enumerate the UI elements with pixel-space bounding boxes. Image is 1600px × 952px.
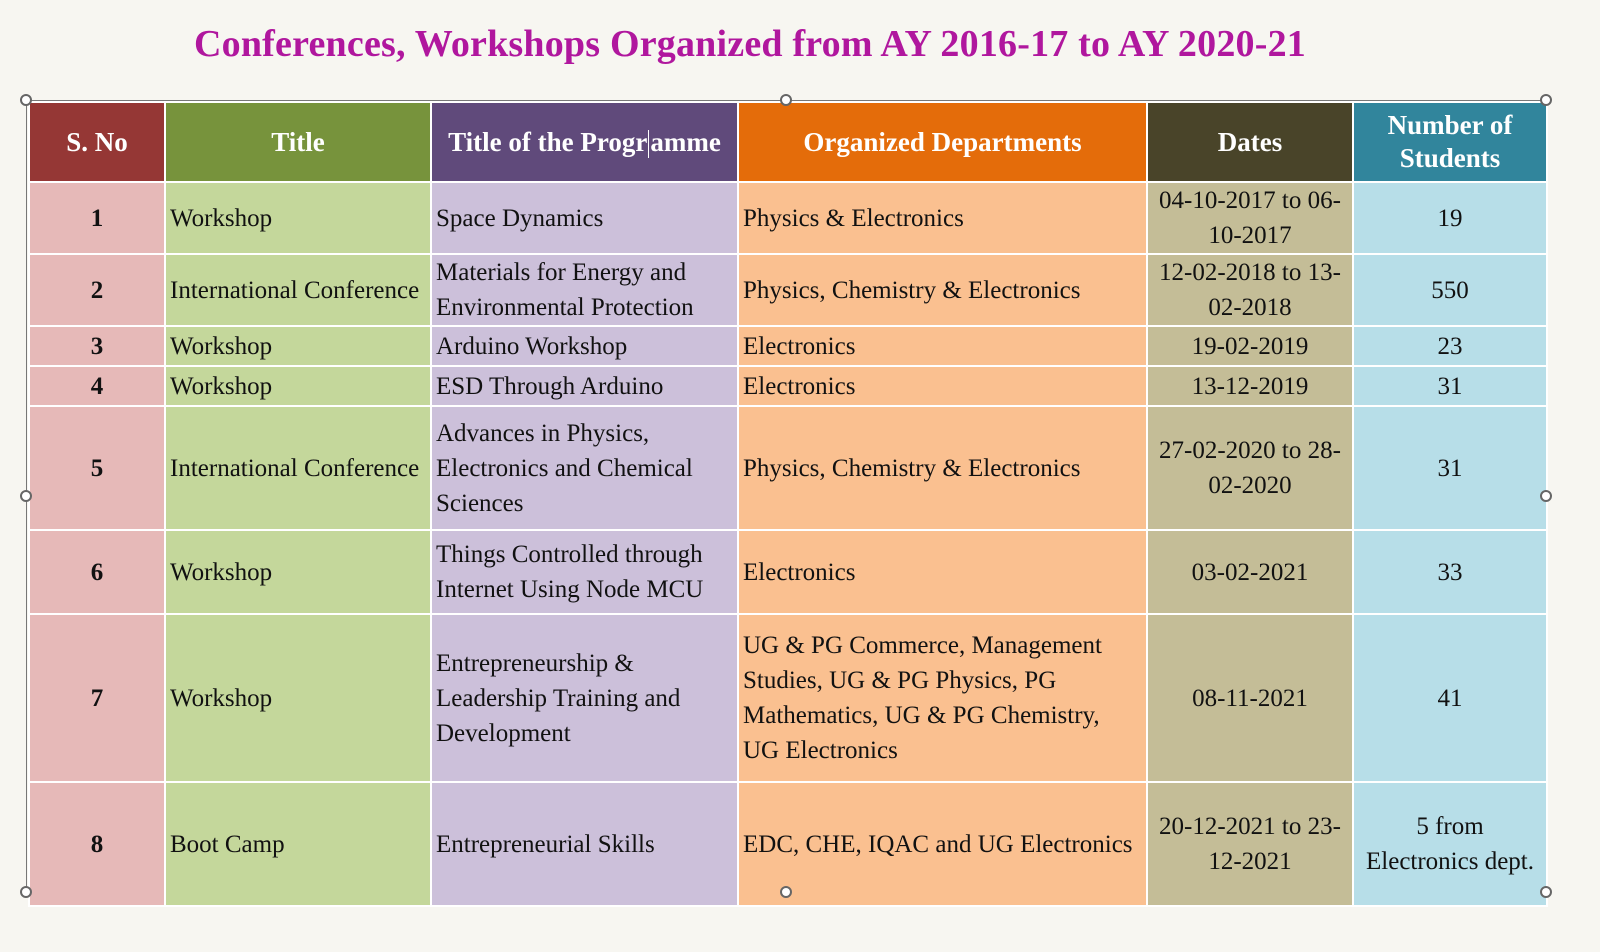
- resize-handle-top[interactable]: [780, 94, 792, 106]
- cell-dates[interactable]: 13-12-2019: [1147, 366, 1353, 406]
- cell-sno[interactable]: 7: [29, 614, 165, 782]
- cell-departments[interactable]: Physics, Chemistry & Electronics: [738, 254, 1147, 326]
- cell-programme[interactable]: Arduino Workshop: [431, 326, 738, 366]
- cell-students[interactable]: 41: [1353, 614, 1547, 782]
- cell-title[interactable]: Workshop: [165, 614, 431, 782]
- cell-programme[interactable]: Things Controlled through Internet Using Node MCU: [431, 530, 738, 614]
- cell-students[interactable]: 23: [1353, 326, 1547, 366]
- cell-departments[interactable]: Physics & Electronics: [738, 182, 1147, 254]
- cell-sno[interactable]: 6: [29, 530, 165, 614]
- cell-title[interactable]: Workshop: [165, 366, 431, 406]
- resize-handle-bottom-left[interactable]: [20, 886, 32, 898]
- table-row: [29, 530, 1547, 614]
- cell-departments[interactable]: UG & PG Commerce, Management Studies, UG & PG Physics, PG Mathematics, UG & PG Chemistry, UG Electronics: [738, 614, 1147, 782]
- cell-sno[interactable]: 4: [29, 366, 165, 406]
- cell-students[interactable]: 31: [1353, 406, 1547, 530]
- table-row: [29, 254, 1547, 326]
- cell-title[interactable]: Workshop: [165, 182, 431, 254]
- resize-handle-right[interactable]: [1540, 490, 1552, 502]
- cell-dates[interactable]: 19-02-2019: [1147, 326, 1353, 366]
- cell-sno[interactable]: 5: [29, 406, 165, 530]
- table-row: [29, 366, 1547, 406]
- header-dates[interactable]: Dates: [1147, 102, 1353, 182]
- table-row: [29, 182, 1547, 254]
- header-students[interactable]: Number of Students: [1353, 102, 1547, 182]
- resize-handle-bottom-right[interactable]: [1540, 886, 1552, 898]
- table-row: [29, 614, 1547, 782]
- cell-students[interactable]: 19: [1353, 182, 1547, 254]
- cell-dates[interactable]: 03-02-2021: [1147, 530, 1353, 614]
- cell-sno[interactable]: 2: [29, 254, 165, 326]
- cell-dates[interactable]: 12-02-2018 to 13-02-2018: [1147, 254, 1353, 326]
- cell-departments[interactable]: EDC, CHE, IQAC and UG Electronics: [738, 782, 1147, 906]
- cell-programme[interactable]: Entrepreneurship & Leadership Training and Development: [431, 614, 738, 782]
- cell-sno[interactable]: 1: [29, 182, 165, 254]
- cell-title[interactable]: Workshop: [165, 530, 431, 614]
- cell-title[interactable]: Boot Camp: [165, 782, 431, 906]
- cell-dates[interactable]: 04-10-2017 to 06-10-2017: [1147, 182, 1353, 254]
- resize-handle-top-right[interactable]: [1540, 94, 1552, 106]
- cell-departments[interactable]: Physics, Chemistry & Electronics: [738, 406, 1147, 530]
- cell-students[interactable]: 31: [1353, 366, 1547, 406]
- table-row: [29, 326, 1547, 366]
- cell-dates[interactable]: 08-11-2021: [1147, 614, 1353, 782]
- header-sno[interactable]: S. No: [29, 102, 165, 182]
- events-table[interactable]: [28, 101, 1548, 907]
- header-programme-text-a: Title of the Progr: [448, 126, 648, 157]
- cell-departments[interactable]: Electronics: [738, 530, 1147, 614]
- cell-departments[interactable]: Electronics: [738, 326, 1147, 366]
- cell-sno[interactable]: 3: [29, 326, 165, 366]
- header-departments[interactable]: Organized Departments: [738, 102, 1147, 182]
- cell-programme[interactable]: Entrepreneurial Skills: [431, 782, 738, 906]
- cell-dates[interactable]: 20-12-2021 to 23-12-2021: [1147, 782, 1353, 906]
- table-row: [29, 406, 1547, 530]
- cell-title[interactable]: International Conference: [165, 254, 431, 326]
- cell-students[interactable]: 5 from Electronics dept.: [1353, 782, 1547, 906]
- cell-students[interactable]: 550: [1353, 254, 1547, 326]
- cell-title[interactable]: Workshop: [165, 326, 431, 366]
- cell-students[interactable]: 33: [1353, 530, 1547, 614]
- cell-departments[interactable]: Electronics: [738, 366, 1147, 406]
- cell-programme[interactable]: Materials for Energy and Environmental Protection: [431, 254, 738, 326]
- resize-handle-bottom[interactable]: [780, 886, 792, 898]
- cell-sno[interactable]: 8: [29, 782, 165, 906]
- cell-title[interactable]: International Conference: [165, 406, 431, 530]
- cell-programme[interactable]: Advances in Physics, Electronics and Chemical Sciences: [431, 406, 738, 530]
- page-title: Conferences, Workshops Organized from AY 2016-17 to AY 2020-21: [194, 23, 1306, 65]
- cell-dates[interactable]: 27-02-2020 to 28-02-2020: [1147, 406, 1353, 530]
- header-row: [29, 102, 1547, 182]
- resize-handle-top-left[interactable]: [20, 94, 32, 106]
- header-title[interactable]: Title: [165, 102, 431, 182]
- cell-programme[interactable]: ESD Through Arduino: [431, 366, 738, 406]
- header-programme-text-b: amme: [650, 126, 721, 157]
- header-programme[interactable]: [431, 102, 738, 182]
- resize-handle-left[interactable]: [20, 490, 32, 502]
- cell-programme[interactable]: Space Dynamics: [431, 182, 738, 254]
